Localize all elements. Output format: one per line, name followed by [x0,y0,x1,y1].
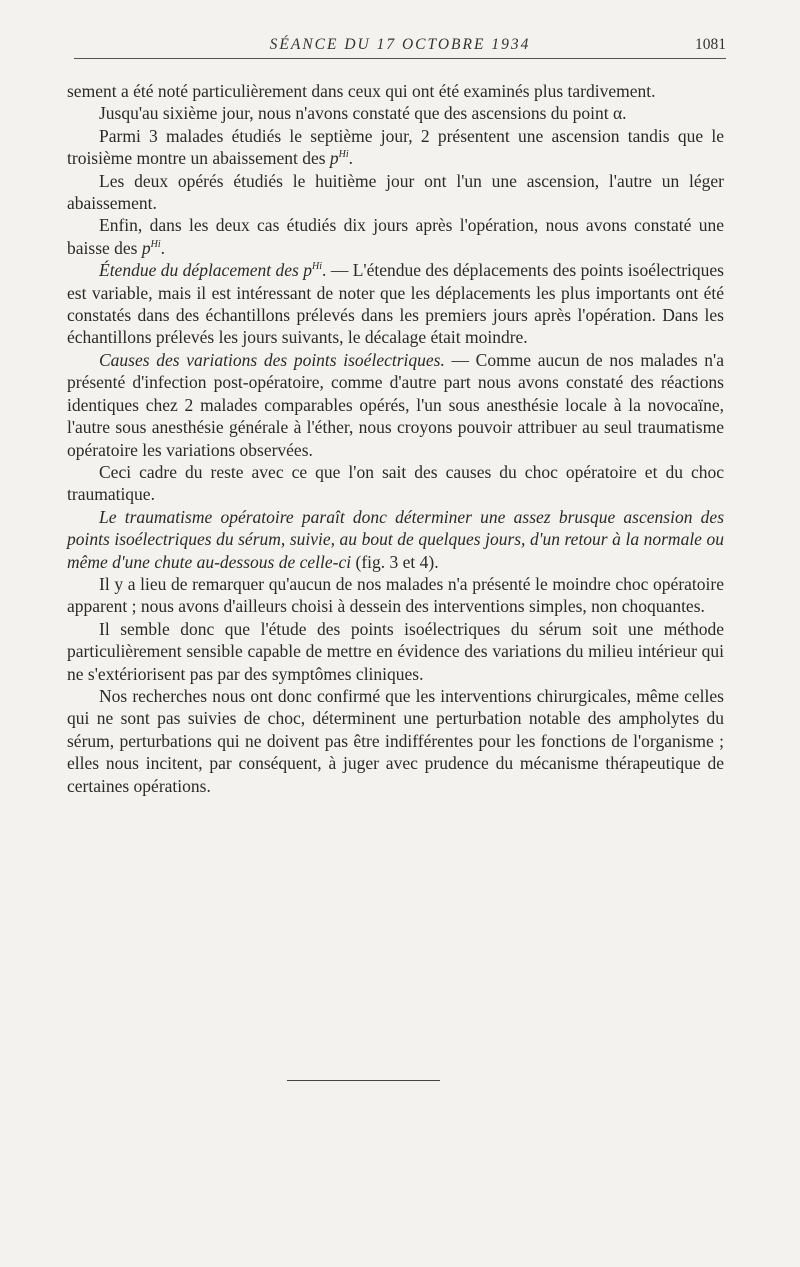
figure-reference: (fig. 3 et 4). [351,551,439,572]
ph-symbol: $p^{Hi}$ [141,237,161,258]
section-heading-causes: Causes des variations des points isoélectriques. [99,349,445,370]
conclusion-italic: Le traumatisme opératoire paraît donc déterminer une assez brusque ascension des points isoélectriques du sérum, suivie, au bout de quelques jours, d'un retour à la normale ou même d'une chute au-dessous de celle-ci [67,506,724,572]
paragraph-4: Les deux opérés étudiés le huitième jour ont l'un une ascension, l'autre un léger abaissement. [67,170,724,214]
paragraph-8: Ceci cadre du reste avec ce que l'on sait des causes du choc opératoire et du choc traumatique. [67,461,724,505]
paragraph-1: sement a été noté particulièrement dans ceux qui ont été examinés plus tardivement. [67,81,656,101]
body-text [67,80,724,797]
end-rule [287,1080,440,1081]
paragraph-11: Il semble donc que l'étude des points isoélectriques du sérum soit une méthode particulièrement sensible capable de mettre en évidence des variations du milieu intérieur qui ne s'extériorisent pas par des symptômes cliniques. [67,618,724,684]
ph-symbol: $p^{Hi}$ [303,260,323,281]
page-header [0,36,800,58]
ph-symbol: $p^{Hi}$ [329,148,349,169]
paragraph-5-text: Enfin, dans les deux cas étudiés dix jours après l'opération, nous avons constaté une baisse des [67,215,724,258]
paragraph-12: Nos recherches nous ont donc confirmé que les interventions chirurgicales, même celles qui ne sont pas suivies de choc, déterminent une perturbation notable des ampholytes du sérum, perturbations qui ne doivent pas être indifférentes pour les fonctions de l'organisme ; elles nous incitent, par conséquent, à juger avec prudence du mécanisme thérapeutique de certaines opérations. [67,685,724,796]
paragraph-3: Parmi 3 malades étudiés le septième jour, 2 présentent une ascension tandis que le troisième montre un abaissement des $p^{Hi}$. [67,125,724,169]
paragraph-10: Il y a lieu de remarquer qu'aucun de nos malades n'a présenté le moindre choc opératoire apparent ; nous avons d'ailleurs choisi à dessein des interventions simples, non choquantes. [67,573,724,617]
paragraph-7-text: — Comme aucun de nos malades n'a présenté d'infection post-opératoire, comme d'autre part nous avons constaté des réactions identiques chez 2 malades comparables opérés, l'un sous anesthésie locale à la novocaïne, l'autre sous anesthésie générale à l'éther, nous croyons pouvoir attribuer au seul traumatisme opératoire les variations observées. [67,349,724,460]
running-head: SÉANCE DU 17 OCTOBRE 1934 [269,36,531,53]
paragraph-7 [67,349,724,461]
section-heading-extent: Étendue du déplacement des [99,260,304,281]
paragraph-2: Jusqu'au sixième jour, nous n'avons constaté que des ascensions du point α. [99,103,627,124]
paragraph-5: Enfin, dans les deux cas étudiés dix jours après l'opération, nous avons constaté une baisse des $p^{Hi}$. [67,215,724,258]
header-rule [74,58,726,59]
paragraph-6: Étendue du déplacement des $p^{Hi}$. — L'étendue des déplacements des points isoélectriques est variable, mais il est intéressant de noter que les déplacements les plus importants ont été constatés dans des échantillons prélevés dans les premiers jours après l'opération. Dans les échantillons prélevés les jours suivants, le décalage était moindre. [67,260,724,348]
paragraph-9 [67,506,724,573]
paragraph-3-text: Parmi 3 malades étudiés le septième jour, 2 présentent une ascension tandis que le troisième montre un abaissement des [67,125,724,169]
paragraph-6-text: — L'étendue des déplacements des points isoélectriques est variable, mais il est intéressant de noter que les déplacements les plus importants ont été constatés dans des échantillons prélevés dans les premiers jours après l'opération. Dans les échantillons prélevés les jours suivants, le décalage était moindre. [67,260,724,348]
page-number: 1081 [695,36,726,53]
